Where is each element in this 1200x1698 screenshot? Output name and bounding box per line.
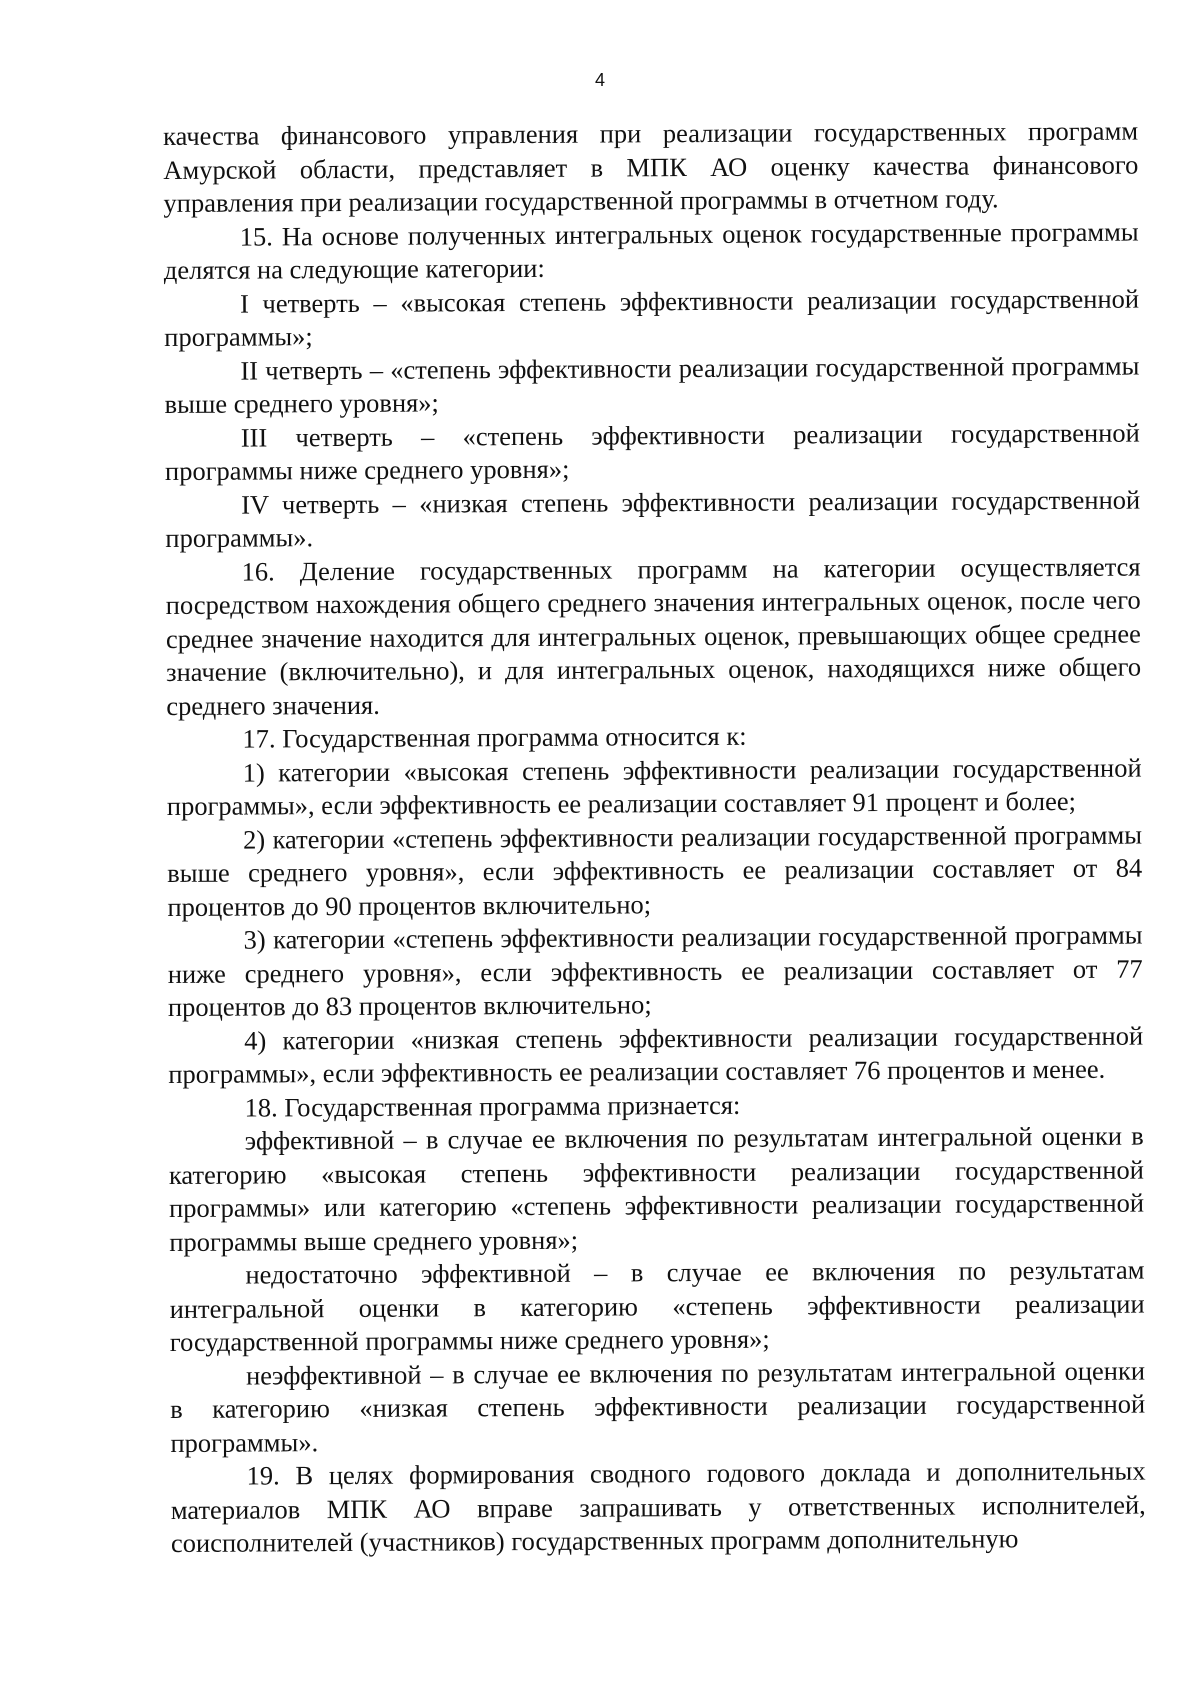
page-number: 4 [594, 70, 605, 90]
quarter-1-item: I четверть – «высокая степень эффективности реализации государственной программы»; [164, 283, 1140, 352]
paragraph-18: 18. Государственная программа признается: [244, 1089, 741, 1123]
category-3-item: 3) категории «степень эффективности реализации государственной программы ниже среднего уровня», если эффективность ее реализации составляет от 77 процентов до 83 процентов включительно; [167, 919, 1143, 1022]
document-body [163, 115, 1146, 1561]
paragraph-continuation: качества финансового управления при реализации государственных программ Амурской области, представляет в МПК АО оценку качества финансового управления при реализации государственной программы в отчетном году. [163, 115, 1139, 218]
paragraph-15: 15. На основе полученных интегральных оценок государственные программы делятся на следующие категории: [163, 216, 1139, 285]
ineffective-item: неэффективной – в случае ее включения по результатам интегральной оценки в категорию «низкая степень эффективности реализации государственной программы». [170, 1355, 1146, 1458]
quarter-2-item: II четверть – «степень эффективности реализации государственной программы выше среднего уровня»; [164, 350, 1140, 419]
quarter-3-item: III четверть – «степень эффективности реализации государственной программы ниже среднего уровня»; [164, 417, 1140, 486]
paragraph-16: 16. Деление государственных программ на категории осуществляется посредством нахождения общего среднего значения интегральных оценок, после чего среднее значение находится для интегральных оценок, превышающих общее среднее значение (включительно), и для интегральных оценок, находящихся ниже общего среднего значения. [165, 551, 1142, 721]
insufficiently-effective-item: недостаточно эффективной – в случае ее включения по результатам интегральной оценки в категорию «степень эффективности реализации государственной программы ниже среднего уровня»; [169, 1254, 1145, 1357]
paragraph-19: 19. В целях формирования сводного годового доклада и дополнительных материалов МПК АО вправе запрашивать у ответственных исполнителей, соисполнителей (участников) государственных программ дополнительную [170, 1455, 1146, 1558]
effective-item: эффективной – в случае ее включения по результатам интегральной оценки в категорию «высокая степень эффективности реализации государственной программы» или категорию «степень эффективности реализации государственной программы выше среднего уровня»; [168, 1120, 1145, 1257]
category-4-item: 4) категории «низкая степень эффективности реализации государственной программы», если эффективность ее реализации составляет 76 процентов и менее. [168, 1020, 1144, 1089]
category-1-item: 1) категории «высокая степень эффективности реализации государственной программы», если эффективность ее реализации составляет 91 процент и более; [166, 752, 1142, 821]
quarter-4-item: IV четверть – «низкая степень эффективности реализации государственной программы». [165, 484, 1141, 553]
paragraph-17: 17. Государственная программа относится к: [242, 720, 747, 754]
category-2-item: 2) категории «степень эффективности реализации государственной программы выше среднего уровня», если эффективность ее реализации составляет от 84 процентов до 90 процентов включительно; [167, 819, 1143, 922]
